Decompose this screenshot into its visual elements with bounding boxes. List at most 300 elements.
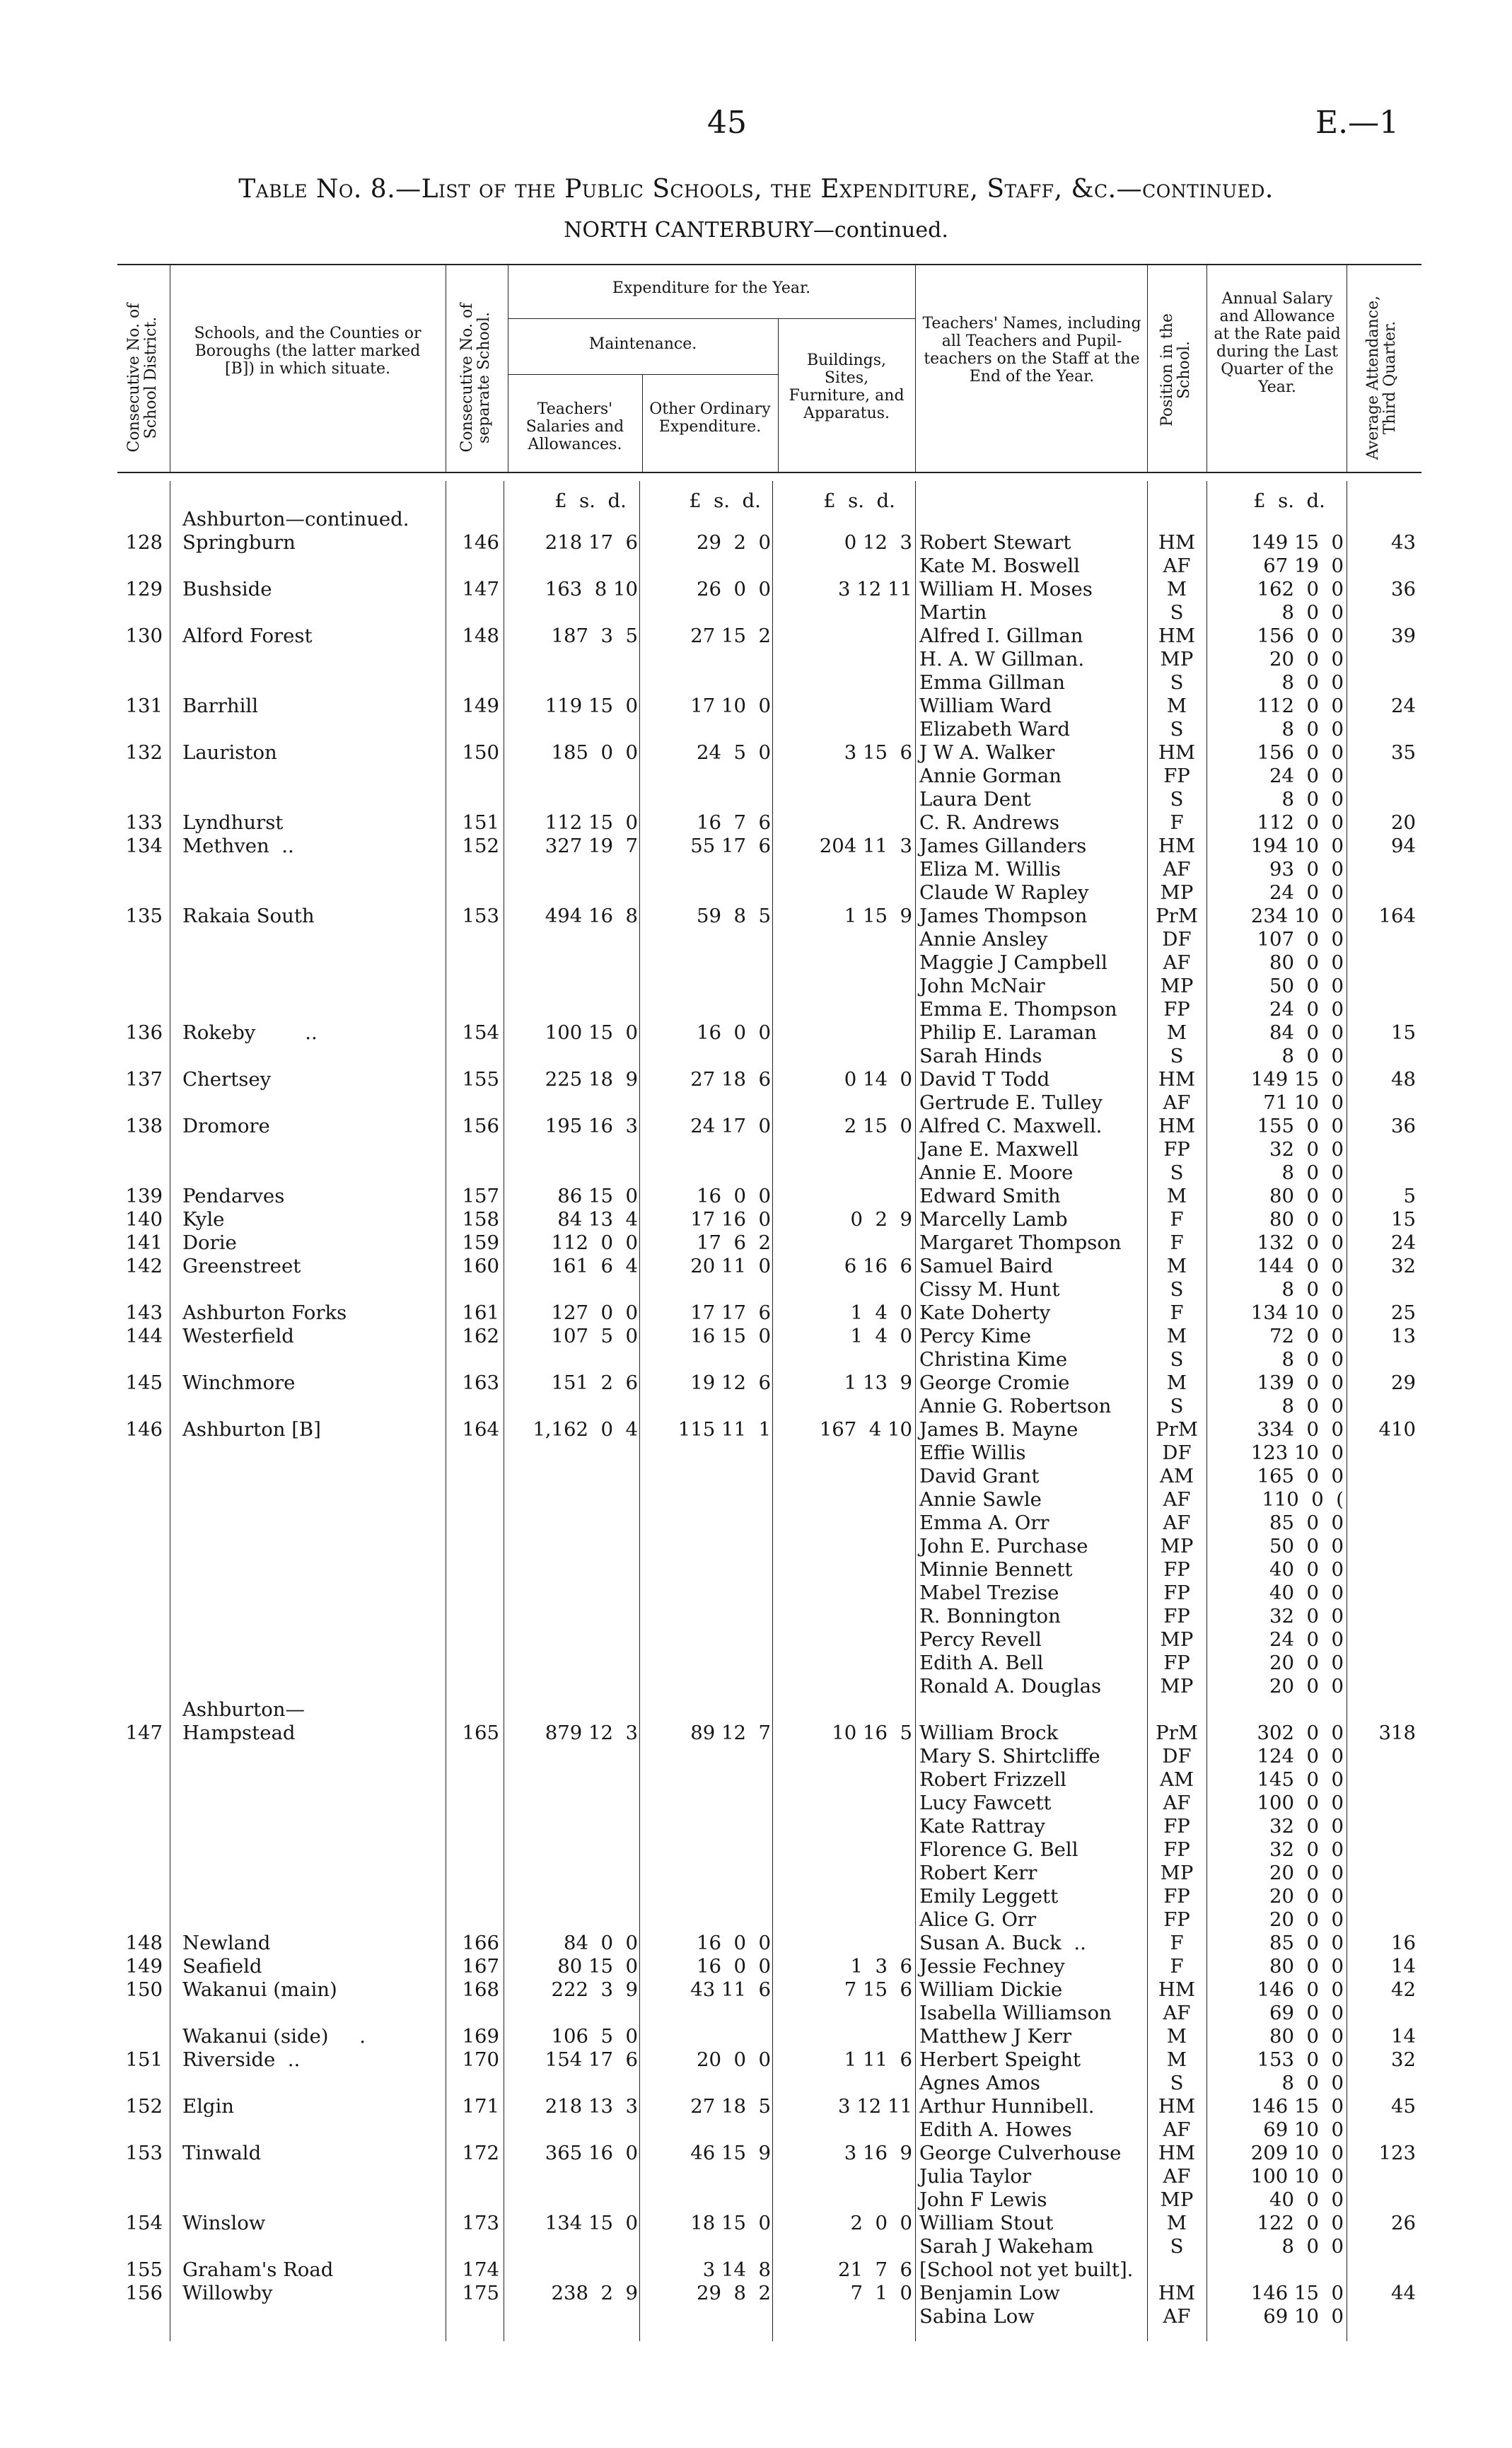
position-cell: AM [1159, 1768, 1194, 1791]
other-expenditure-cell: 26 0 0 [697, 578, 771, 601]
other-expenditure-cell: 16 0 0 [697, 1021, 771, 1044]
header-position: Position in the School. [1158, 313, 1193, 427]
attendance-cell: 123 [1378, 2142, 1416, 2164]
teachers-salaries-cell: 86 15 0 [557, 1185, 638, 1207]
annual-salary-cell: 69 0 0 [1269, 2002, 1344, 2024]
teachers-salaries-cell: 195 16 3 [545, 1115, 638, 1137]
district-no-cell: 151 [125, 2048, 163, 2071]
school-no-cell: 171 [462, 2095, 499, 2118]
annual-salary-cell: 162 0 0 [1257, 578, 1344, 601]
annual-salary-cell: 40 0 0 [1269, 1558, 1344, 1581]
annual-salary-cell: 24 0 0 [1269, 1628, 1344, 1651]
position-cell: HM [1158, 531, 1196, 554]
school-no-cell: 157 [462, 1185, 499, 1207]
header-district-no: Consecutive No. of School District. [125, 303, 160, 453]
annual-salary-cell: 72 0 0 [1269, 1325, 1344, 1347]
position-cell: PrM [1156, 905, 1198, 927]
annual-salary-cell: 124 0 0 [1257, 1745, 1344, 1768]
annual-salary-cell: 156 0 0 [1257, 625, 1344, 647]
teacher-name-cell: Robert Kerr [919, 1862, 1037, 1884]
school-no-cell: 162 [462, 1325, 499, 1347]
buildings-cell: 1 13 9 [844, 1371, 912, 1394]
attendance-cell: 36 [1391, 1115, 1416, 1137]
district-no-cell: 132 [125, 741, 163, 764]
position-cell: FP [1163, 1908, 1190, 1931]
position-cell: DF [1162, 1441, 1192, 1464]
teacher-name-cell: William Dickie [919, 1978, 1063, 2001]
annual-salary-cell: 155 0 0 [1257, 1115, 1344, 1137]
teacher-name-cell: Robert Stewart [919, 531, 1071, 554]
district-no-cell: 154 [125, 2212, 163, 2234]
position-cell: HM [1158, 2282, 1196, 2304]
position-cell: HM [1158, 1978, 1196, 2001]
position-cell: S [1170, 601, 1184, 624]
teacher-name-cell: Elizabeth Ward [919, 718, 1070, 741]
buildings-cell: 2 0 0 [850, 2212, 912, 2234]
buildings-cell: 3 15 6 [844, 741, 912, 764]
teacher-name-cell: Claude W Rapley [919, 881, 1089, 904]
school-name-cell: Dorie [182, 1231, 237, 1254]
annual-salary-cell: 132 0 0 [1257, 1231, 1344, 1254]
teacher-name-cell: Alice G. Orr [919, 1908, 1037, 1931]
district-no-cell: 143 [125, 1301, 163, 1324]
annual-salary-cell: 209 10 0 [1250, 2142, 1344, 2164]
page-reference: E.—1 [1315, 105, 1400, 141]
school-name-cell: Rokeby .. [182, 1021, 318, 1044]
position-cell: F [1170, 1932, 1184, 1954]
position-cell: M [1166, 2025, 1187, 2048]
other-expenditure-cell: 27 18 5 [690, 2095, 771, 2118]
annual-salary-cell: 134 10 0 [1250, 1301, 1344, 1324]
annual-salary-cell: 20 0 0 [1269, 1885, 1344, 1908]
school-name-cell: Wakanui (main) [182, 1978, 337, 2001]
school-name-cell: Lyndhurst [182, 811, 284, 834]
attendance-cell: 42 [1391, 1978, 1416, 2001]
attendance-cell: 35 [1391, 741, 1416, 764]
annual-salary-cell: 302 0 0 [1257, 1722, 1344, 1744]
teacher-name-cell: Effie Willis [919, 1441, 1026, 1464]
other-expenditure-cell: 27 18 6 [690, 1068, 771, 1091]
position-cell: AF [1163, 1488, 1191, 1511]
buildings-cell: 3 12 11 [838, 578, 912, 601]
school-name-cell: Barrhill [182, 695, 258, 717]
teacher-name-cell: Margaret Thompson [919, 1231, 1122, 1254]
teacher-name-cell: Agnes Amos [919, 2072, 1040, 2094]
buildings-cell: 0 2 9 [850, 1208, 912, 1231]
annual-salary-cell: 8 0 0 [1281, 2235, 1344, 2258]
teacher-name-cell: C. R. Andrews [919, 811, 1059, 834]
annual-salary-cell: 67 19 0 [1263, 555, 1344, 577]
school-name-cell: Willowby [182, 2282, 273, 2304]
attendance-cell: 15 [1391, 1021, 1416, 1044]
teacher-name-cell: Emma A. Orr [919, 1512, 1049, 1534]
position-cell: PrM [1156, 1722, 1198, 1744]
position-cell: PrM [1156, 1418, 1198, 1441]
district-no-cell: 141 [125, 1231, 163, 1254]
attendance-cell: 14 [1391, 2025, 1416, 2048]
annual-salary-cell: 123 10 0 [1250, 1441, 1344, 1464]
position-cell: MP [1160, 1675, 1194, 1698]
position-cell: FP [1163, 1138, 1190, 1161]
position-cell: AF [1163, 1091, 1191, 1114]
teacher-name-cell: Sabina Low [919, 2305, 1035, 2328]
annual-salary-cell: 112 0 0 [1257, 811, 1344, 834]
other-expenditure-cell: 16 0 0 [697, 1185, 771, 1207]
annual-salary-cell: 80 0 0 [1269, 951, 1344, 974]
col-rule [915, 264, 916, 472]
teachers-salaries-cell: 151 2 6 [551, 1371, 638, 1394]
school-no-cell: 158 [462, 1208, 499, 1231]
buildings-cell: 0 14 0 [844, 1068, 912, 1091]
position-cell: AF [1163, 951, 1191, 974]
teacher-name-cell: William Brock [919, 1722, 1059, 1744]
teacher-name-cell: William Ward [919, 695, 1052, 717]
position-cell: S [1170, 1161, 1184, 1184]
school-no-cell: 175 [462, 2282, 499, 2304]
school-name-cell: Greenstreet [182, 1255, 301, 1277]
school-no-cell: 147 [462, 578, 499, 601]
other-expenditure-cell: 29 2 0 [697, 531, 771, 554]
position-cell: FP [1163, 765, 1190, 787]
school-no-cell: 165 [462, 1722, 499, 1744]
annual-salary-cell: 80 0 0 [1269, 1955, 1344, 1978]
teacher-name-cell: George Culverhouse [919, 2142, 1122, 2164]
teacher-name-cell: Jane E. Maxwell [919, 1138, 1079, 1161]
teacher-name-cell: John F Lewis [919, 2188, 1047, 2211]
school-name-cell: Kyle [182, 1208, 225, 1231]
teachers-salaries-cell: 134 15 0 [545, 2212, 638, 2234]
annual-salary-cell: 149 15 0 [1250, 1068, 1344, 1091]
attendance-cell: 45 [1391, 2095, 1416, 2118]
attendance-cell: 44 [1391, 2282, 1416, 2304]
teacher-name-cell: Edith A. Howes [919, 2118, 1072, 2141]
lsd-header-other: £ s. d. [689, 489, 761, 512]
annual-salary-cell: 93 0 0 [1269, 858, 1344, 881]
school-no-cell: 168 [462, 1978, 499, 2001]
annual-salary-cell: 32 0 0 [1269, 1605, 1344, 1628]
annual-salary-cell: 110 0 ( [1262, 1488, 1344, 1511]
annual-salary-cell: 40 0 0 [1269, 2188, 1344, 2211]
position-cell: DF [1162, 1745, 1192, 1768]
position-cell: HM [1158, 835, 1196, 857]
school-no-cell: 152 [462, 835, 499, 857]
teacher-name-cell: Annie G. Robertson [919, 1395, 1112, 1417]
annual-salary-cell: 24 0 0 [1269, 765, 1344, 787]
district-no-cell: 133 [125, 811, 163, 834]
teachers-salaries-cell: 222 3 9 [551, 1978, 638, 2001]
position-cell: S [1170, 1395, 1184, 1417]
attendance-cell: 410 [1378, 1418, 1416, 1441]
school-name-cell: Springburn [182, 531, 296, 554]
school-name-cell: Alford Forest [182, 625, 313, 647]
teachers-salaries-cell: 879 12 3 [545, 1722, 638, 1744]
other-expenditure-cell: 59 8 5 [697, 905, 771, 927]
district-no-cell: 146 [125, 1418, 163, 1441]
school-name-cell: Riverside .. [182, 2048, 301, 2071]
teacher-name-cell: Kate Doherty [919, 1301, 1051, 1324]
teacher-name-cell: Edith A. Bell [919, 1652, 1044, 1674]
teachers-salaries-cell: 187 3 5 [551, 625, 638, 647]
teacher-name-cell: Minnie Bennett [919, 1558, 1073, 1581]
annual-salary-cell: 20 0 0 [1269, 648, 1344, 671]
teacher-name-cell: John E. Purchase [919, 1535, 1088, 1557]
attendance-cell: 36 [1391, 578, 1416, 601]
position-cell: AF [1163, 1792, 1191, 1814]
teacher-name-cell: Annie E. Moore [919, 1161, 1074, 1184]
school-no-cell: 150 [462, 741, 499, 764]
other-expenditure-cell: 55 17 6 [690, 835, 771, 857]
other-expenditure-cell: 24 17 0 [690, 1115, 771, 1137]
lsd-header-salaries: £ s. d. [554, 489, 627, 512]
school-no-cell: 173 [462, 2212, 499, 2234]
other-expenditure-cell: 19 12 6 [690, 1371, 771, 1394]
teachers-salaries-cell: 84 0 0 [564, 1932, 638, 1954]
annual-salary-cell: 334 0 0 [1257, 1418, 1344, 1441]
position-cell: M [1166, 1371, 1187, 1394]
annual-salary-cell: 80 0 0 [1269, 1208, 1344, 1231]
position-cell: M [1166, 578, 1187, 601]
teacher-name-cell: Susan A. Buck .. [919, 1932, 1086, 1954]
position-cell: S [1170, 1278, 1184, 1301]
position-cell: S [1170, 718, 1184, 741]
position-cell: MP [1160, 881, 1194, 904]
attendance-cell: 15 [1391, 1208, 1416, 1231]
position-cell: HM [1158, 625, 1196, 647]
other-expenditure-cell: 20 0 0 [697, 2048, 771, 2071]
maintenance-rule [508, 374, 778, 375]
teacher-name-cell: Annie Sawle [919, 1488, 1042, 1511]
teachers-salaries-cell: 154 17 6 [545, 2048, 638, 2071]
annual-salary-cell: 85 0 0 [1269, 1932, 1344, 1954]
buildings-cell: 7 1 0 [850, 2282, 912, 2304]
position-cell: AF [1163, 2165, 1191, 2188]
position-cell: FP [1163, 1885, 1190, 1908]
header-expenditure: Expenditure for the Year. [612, 279, 811, 297]
teachers-salaries-cell: 84 13 4 [557, 1208, 638, 1231]
teachers-salaries-cell: 112 15 0 [545, 811, 638, 834]
district-no-cell: 130 [125, 625, 163, 647]
header-bottom-rule [117, 472, 1421, 473]
school-name-cell: Graham's Road [182, 2258, 334, 2281]
teacher-name-cell: Emma E. Thompson [919, 998, 1117, 1021]
position-cell: S [1170, 2235, 1184, 2258]
teacher-name-cell: Lucy Fawcett [919, 1792, 1052, 1814]
lsd-header-buildings: £ s. d. [823, 489, 895, 512]
buildings-cell: 1 11 6 [844, 2048, 912, 2071]
header-attendance: Average Attendance, Third Quarter. [1364, 295, 1399, 460]
col-rule [642, 374, 643, 472]
header-other-expenditure: Other Ordinary Expenditure. [649, 400, 771, 436]
position-cell: AF [1163, 1512, 1191, 1534]
annual-salary-cell: 20 0 0 [1269, 1862, 1344, 1884]
district-no-cell: 134 [125, 835, 163, 857]
district-no-cell: 131 [125, 695, 163, 717]
school-no-cell: 155 [462, 1068, 499, 1091]
attendance-cell: 26 [1391, 2212, 1416, 2234]
district-no-cell: 149 [125, 1955, 163, 1978]
buildings-cell: 1 3 6 [850, 1955, 912, 1978]
teacher-name-cell: David Grant [919, 1465, 1040, 1487]
position-cell: AF [1163, 555, 1191, 577]
position-cell: HM [1158, 2142, 1196, 2164]
position-cell: M [1166, 2212, 1187, 2234]
buildings-cell: 1 4 0 [850, 1301, 912, 1324]
position-cell: FP [1163, 1838, 1190, 1861]
annual-salary-cell: 8 0 0 [1281, 1045, 1344, 1067]
annual-salary-cell: 122 0 0 [1257, 2212, 1344, 2234]
annual-salary-cell: 20 0 0 [1269, 1652, 1344, 1674]
school-name-cell: Ashburton [B] [182, 1418, 321, 1441]
annual-salary-cell: 32 0 0 [1269, 1138, 1344, 1161]
district-no-cell: 150 [125, 1978, 163, 2001]
school-no-cell: 172 [462, 2142, 499, 2164]
annual-salary-cell: 8 0 0 [1281, 1161, 1344, 1184]
annual-salary-cell: 144 0 0 [1257, 1255, 1344, 1277]
teacher-name-cell: Robert Frizzell [919, 1768, 1066, 1791]
buildings-cell: 1 4 0 [850, 1325, 912, 1347]
annual-salary-cell: 194 10 0 [1250, 835, 1344, 857]
teacher-name-cell: [School not yet built]. [919, 2258, 1134, 2281]
school-name-cell: Seafield [182, 1955, 262, 1978]
school-no-cell: 160 [462, 1255, 499, 1277]
annual-salary-cell: 85 0 0 [1269, 1512, 1344, 1534]
teacher-name-cell: Herbert Speight [919, 2048, 1081, 2071]
school-name-cell: Lauriston [182, 741, 277, 764]
school-name-cell: Dromore [182, 1115, 270, 1137]
position-cell: DF [1162, 928, 1192, 951]
annual-salary-cell: 50 0 0 [1269, 975, 1344, 997]
position-cell: F [1170, 811, 1184, 834]
teacher-name-cell: Gertrude E. Tulley [919, 1091, 1103, 1114]
school-no-cell: 146 [462, 531, 499, 554]
teacher-name-cell: William Stout [919, 2212, 1054, 2234]
position-cell: FP [1163, 1605, 1190, 1628]
annual-salary-cell: 84 0 0 [1269, 1021, 1344, 1044]
teacher-name-cell: Martin [919, 601, 987, 624]
teacher-name-cell: J W A. Walker [919, 741, 1055, 764]
school-no-cell: 148 [462, 625, 499, 647]
school-no-cell: 163 [462, 1371, 499, 1394]
school-name-cell: Ashburton Forks [182, 1301, 347, 1324]
school-name-cell: Methven .. [182, 835, 294, 857]
position-cell: S [1170, 1348, 1184, 1371]
teacher-name-cell: David T Todd [919, 1068, 1050, 1091]
table-subtitle: NORTH CANTERBURY—continued. [564, 218, 948, 243]
annual-salary-cell: 8 0 0 [1281, 718, 1344, 741]
lsd-header-salary: £ s. d. [1253, 489, 1325, 512]
school-name-cell: Bushside [182, 578, 272, 601]
other-expenditure-cell: 29 8 2 [697, 2282, 771, 2304]
annual-salary-cell: 8 0 0 [1281, 1278, 1344, 1301]
teacher-name-cell: Edward Smith [919, 1185, 1061, 1207]
annual-salary-cell: 146 15 0 [1250, 2095, 1344, 2118]
teacher-name-cell: R. Bonnington [919, 1605, 1061, 1628]
teacher-name-cell: William H. Moses [919, 578, 1093, 601]
position-cell: S [1170, 1045, 1184, 1067]
buildings-cell: 1 15 9 [844, 905, 912, 927]
teacher-name-cell: Samuel Baird [919, 1255, 1053, 1277]
header-annual-salary: Annual Salary and Allowance at the Rate paid during the Last Quarter of the Year. [1214, 290, 1341, 396]
school-no-cell: 156 [462, 1115, 499, 1137]
annual-salary-cell: 139 0 0 [1257, 1371, 1344, 1394]
col-rule [1206, 481, 1207, 2341]
school-no-cell: 170 [462, 2048, 499, 2071]
col-rule [1206, 264, 1207, 472]
page-number: 45 [707, 105, 747, 141]
position-cell: FP [1163, 1652, 1190, 1674]
teacher-name-cell: Annie Ansley [919, 928, 1048, 951]
other-expenditure-cell: 17 17 6 [690, 1301, 771, 1324]
teacher-name-cell: Kate M. Boswell [919, 555, 1080, 577]
teachers-salaries-cell: 365 16 0 [545, 2142, 638, 2164]
annual-salary-cell: 20 0 0 [1269, 1908, 1344, 1931]
attendance-cell: 20 [1391, 811, 1416, 834]
district-no-cell: 147 [125, 1722, 163, 1744]
position-cell: F [1170, 1301, 1184, 1324]
annual-salary-cell: 40 0 0 [1269, 1582, 1344, 1604]
school-name-cell: Elgin [182, 2095, 234, 2118]
annual-salary-cell: 8 0 0 [1281, 671, 1344, 694]
teacher-name-cell: Eliza M. Willis [919, 858, 1062, 881]
annual-salary-cell: 80 0 0 [1269, 2025, 1344, 2048]
position-cell: M [1166, 695, 1187, 717]
attendance-cell: 5 [1403, 1185, 1416, 1207]
position-cell: MP [1160, 975, 1194, 997]
position-cell: S [1170, 671, 1184, 694]
annual-salary-cell: 32 0 0 [1269, 1838, 1344, 1861]
teacher-name-cell: Mary S. Shirtcliffe [919, 1745, 1100, 1768]
position-cell: FP [1163, 1815, 1190, 1838]
other-expenditure-cell: 16 7 6 [697, 811, 771, 834]
annual-salary-cell: 50 0 0 [1269, 1535, 1344, 1557]
attendance-cell: 48 [1391, 1068, 1416, 1091]
school-no-cell: 174 [462, 2258, 499, 2281]
teacher-name-cell: Julia Taylor [919, 2165, 1032, 2188]
attendance-cell: 39 [1391, 625, 1416, 647]
teacher-name-cell: George Cromie [919, 1371, 1070, 1394]
other-expenditure-cell: 43 11 6 [690, 1978, 771, 2001]
teachers-salaries-cell: 185 0 0 [551, 741, 638, 764]
teachers-salaries-cell: 218 13 3 [545, 2095, 638, 2118]
district-no-cell: 140 [125, 1208, 163, 1231]
school-no-cell: 169 [462, 2025, 499, 2048]
district-no-cell: 145 [125, 1371, 163, 1394]
header-school-no: Consecutive No. of separate School. [458, 303, 493, 453]
school-no-cell: 149 [462, 695, 499, 717]
district-no-cell: 138 [125, 1115, 163, 1137]
teachers-salaries-cell: 225 18 9 [545, 1068, 638, 1091]
teachers-salaries-cell: 238 2 9 [551, 2282, 638, 2304]
annual-salary-cell: 69 10 0 [1263, 2118, 1344, 2141]
col-rule [639, 481, 640, 2341]
annual-salary-cell: 153 0 0 [1257, 2048, 1344, 2071]
school-name-cell: Pendarves [182, 1185, 285, 1207]
annual-salary-cell: 24 0 0 [1269, 881, 1344, 904]
school-no-cell: 166 [462, 1932, 499, 1954]
school-name-cell: Newland [182, 1932, 271, 1954]
buildings-cell: 2 15 0 [844, 1115, 912, 1137]
other-expenditure-cell: 17 16 0 [690, 1208, 771, 1231]
position-cell: FP [1163, 1582, 1190, 1604]
annual-salary-cell: 146 0 0 [1257, 1978, 1344, 2001]
attendance-cell: 16 [1391, 1932, 1416, 1954]
other-expenditure-cell: 24 5 0 [697, 741, 771, 764]
teacher-name-cell: Percy Revell [919, 1628, 1042, 1651]
buildings-cell: 7 15 6 [844, 1978, 912, 2001]
position-cell: F [1170, 1955, 1184, 1978]
buildings-cell: 167 4 10 [819, 1418, 912, 1441]
teacher-name-cell: Percy Kime [919, 1325, 1032, 1347]
